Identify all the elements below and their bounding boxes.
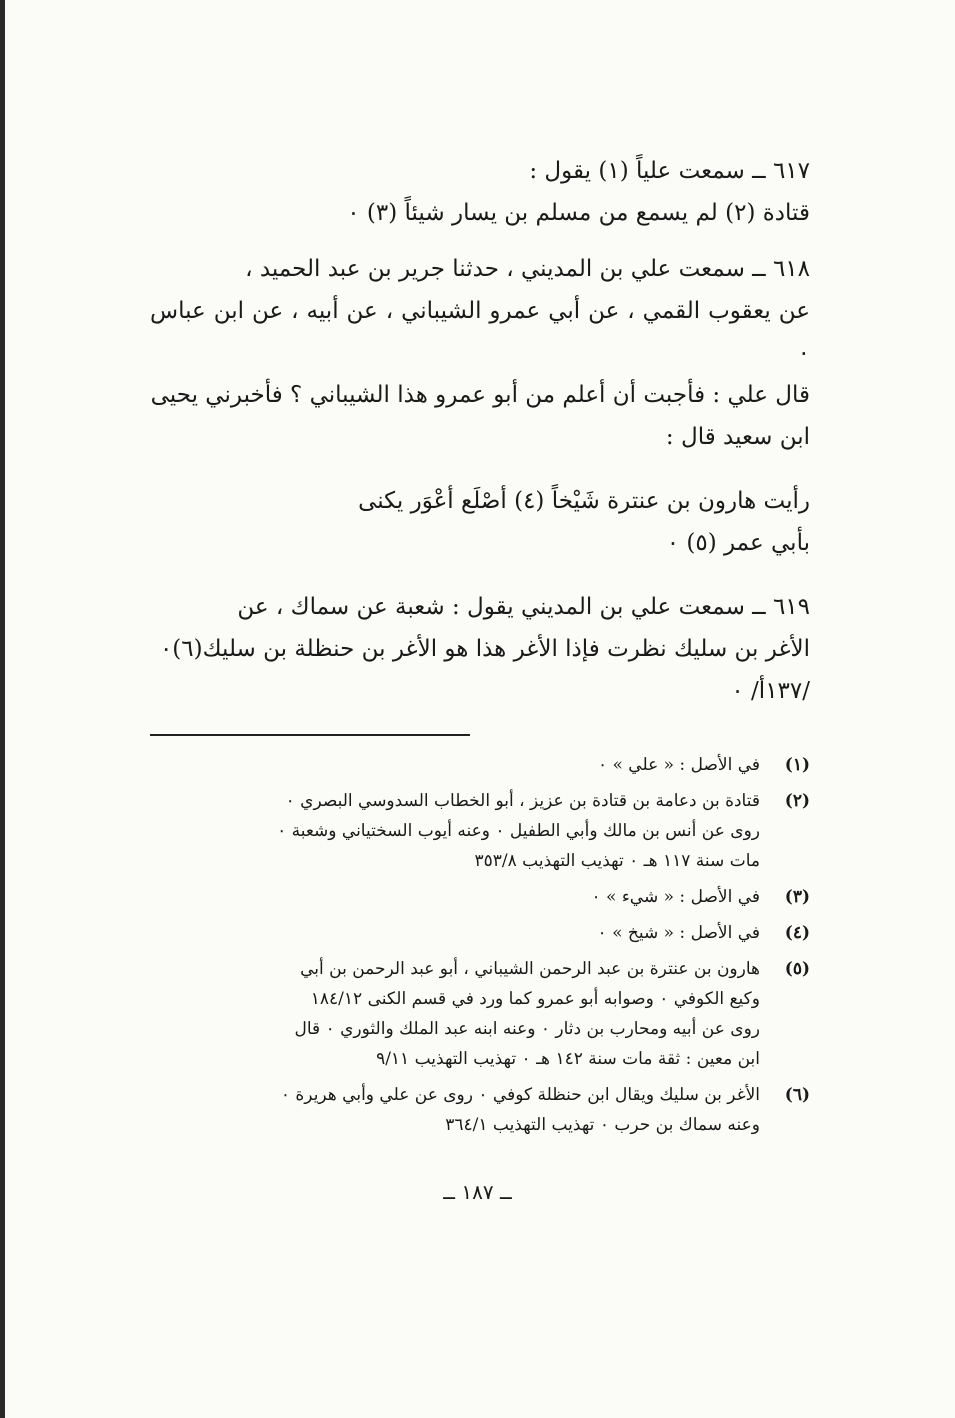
footnote-line: وكيع الكوفي ٠ وصوابه أبو عمرو كما ورد في قسم الكنى ١٨٤/١٢ [310,989,760,1009]
footnote-1 [150,750,810,780]
footnote-line: روى عن أبيه ومحارب بن دثار ٠ وعنه ابنه عبد الملك والثوري ٠ قال [294,1019,760,1039]
footnote-line: في الأصل : « علي » ٠ [597,755,760,775]
text-line: /١٣٧أ/ ٠ [731,678,810,704]
text-line: عن يعقوب القمي ، عن أبي عمرو الشيباني ، عن أبيه ، عن ابن عباس ٠ [150,298,810,366]
text-line: ٦١٨ ــ سمعت علي بن المديني ، حدثنا جرير بن عبد الحميد ، [245,256,810,282]
footnote-line: في الأصل : « شيء » ٠ [591,887,760,907]
footnote-number: (٥) [784,959,810,979]
footnote-number: (٣) [784,887,810,907]
scan-edge [0,0,5,1418]
footnote-3 [150,882,810,912]
footnote-line: قتادة بن دعامة بن قتادة بن عزيز ، أبو الخطاب السدوسي البصري ٠ [285,791,760,811]
text-line: بأبي عمر (٥) ٠ [666,530,810,556]
text-line: رأيت هارون بن عنترة شَيْخاً (٤) أصْلَع أعْوَر يكنى [358,488,810,514]
footnote-divider [150,734,470,736]
text-line: ٦١٧ ــ سمعت علياً (١) يقول : [529,158,810,184]
text-line: ابن سعيد قال : [665,424,810,450]
footnote-line: روى عن أنس بن مالك وأبي الطفيل ٠ وعنه أيوب السختياني وشعبة ٠ [277,821,760,841]
footnote-line: هارون بن عنترة بن عبد الرحمن الشيباني ، أبو عبد الرحمن بن أبي [300,959,760,979]
footnote-number: (١) [784,755,810,775]
footnote-line: مات سنة ١١٧ هـ ٠ تهذيب التهذيب ٣٥٣/٨ [474,851,760,871]
footnote-6 [150,1080,810,1140]
paragraph-619 [150,586,810,712]
page-body [150,150,810,1146]
text-line: قتادة (٢) لم يسمع من مسلم بن يسار شيئاً (٣) ٠ [347,200,810,226]
text-line: قال علي : فأجبت أن أعلم من أبو عمرو هذا الشيباني ؟ فأخبرني يحيى [150,382,810,408]
footnote-line: في الأصل : « شيخ » ٠ [597,923,760,943]
footnote-5 [150,954,810,1074]
footnote-number: (٤) [784,923,810,943]
footnote-line: وعنه سماك بن حرب ٠ تهذيب التهذيب ٣٦٤/١ [445,1115,760,1135]
footnote-number: (٢) [784,791,810,811]
text-line: الأغر بن سليك نظرت فإذا الأغر هذا هو الأغر بن حنظلة بن سليك(٦)٠ [159,636,810,662]
paragraph-617 [150,150,810,234]
footnote-line: ابن معين : ثقة مات سنة ١٤٢ هـ ٠ تهذيب التهذيب ٩/١١ [376,1049,760,1069]
paragraph-quote [150,480,810,564]
page-number: ــ ١٨٧ ــ [443,1180,512,1204]
footnote-4 [150,918,810,948]
footnote-line: الأغر بن سليك ويقال ابن حنظلة كوفي ٠ روى عن علي وأبي هريرة ٠ [280,1085,760,1105]
footnote-2 [150,786,810,876]
footnote-number: (٦) [784,1085,810,1105]
text-line: ٦١٩ ــ سمعت علي بن المديني يقول : شعبة عن سماك ، عن [237,594,810,620]
paragraph-618 [150,248,810,458]
